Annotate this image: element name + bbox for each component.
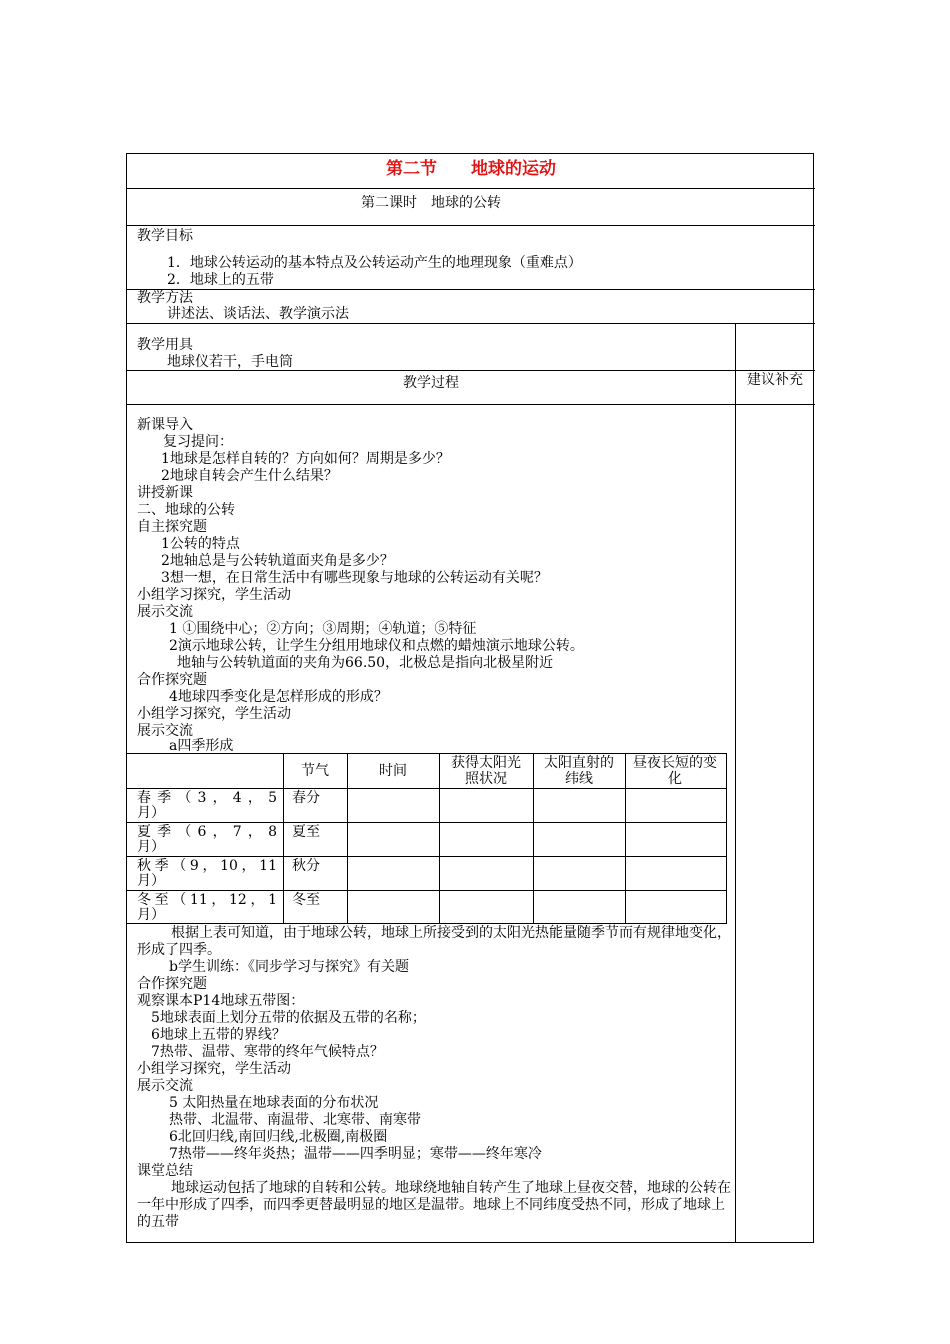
process-line: 合作探究题 xyxy=(137,672,207,688)
process-line: 5 太阳热量在地球表面的分布状况 xyxy=(169,1095,379,1111)
objective-item: 1．地球公转运动的基本特点及公转运动产生的地理现象（重难点） xyxy=(167,255,582,271)
table-row-line xyxy=(127,856,726,857)
table-col-line xyxy=(439,754,440,924)
season-label-end: 月） xyxy=(137,839,165,855)
divider xyxy=(127,225,815,226)
table-col-line xyxy=(283,754,284,924)
table-header: 节气 xyxy=(301,763,329,779)
season-label: 夏季（6，7，8 xyxy=(137,824,277,840)
objective-item: 2．地球上的五带 xyxy=(167,272,274,288)
column-divider xyxy=(735,323,736,1242)
table-col-line xyxy=(625,754,626,924)
process-line: b学生训练：《同步学习与探究》有关题 xyxy=(169,959,409,975)
season-label-end: 月） xyxy=(137,873,165,889)
table-row-line xyxy=(127,890,726,891)
process-line: 二、地球的公转 xyxy=(137,502,235,518)
process-line: 展示交流 xyxy=(137,1078,193,1094)
process-line: 小组学习探究，学生活动 xyxy=(137,1061,291,1077)
section-title: 第二节 地球的运动 xyxy=(386,159,556,179)
table-header: 时间 xyxy=(379,763,407,779)
season-label-end: 月） xyxy=(137,805,165,821)
table-header: 昼夜长短的变化 xyxy=(633,755,717,787)
season-label: 冬至（11，12，1 xyxy=(137,892,277,908)
process-line: 3想一想，在日常生活中有哪些现象与地球的公转运动有关呢？ xyxy=(161,570,548,586)
methods-value: 讲述法、谈话法、教学演示法 xyxy=(167,306,349,322)
table-row-line xyxy=(127,822,726,823)
table-header: 太阳直射的纬线 xyxy=(544,755,614,787)
process-line: 2地轴总是与公转轨道面夹角是多少？ xyxy=(161,553,394,569)
methods-label: 教学方法 xyxy=(137,290,193,306)
process-line: 4地球四季变化是怎样形成的形成？ xyxy=(169,689,388,705)
process-line: 合作探究题 xyxy=(137,976,207,992)
process-line: 新课导入 xyxy=(137,417,193,433)
table-col-line xyxy=(533,754,534,924)
process-line: 7热带——终年炎热；温带——四季明显；寒带——终年寒冷 xyxy=(169,1146,542,1162)
season-label: 春季（3，4，5 xyxy=(137,790,277,806)
process-line: 2地球自转会产生什么结果？ xyxy=(161,468,338,484)
divider xyxy=(127,188,815,189)
process-line: 课堂总结 xyxy=(137,1163,193,1179)
season-label: 秋季（9，10，11 xyxy=(137,858,277,874)
seasons-table xyxy=(127,753,727,924)
process-line: 2演示地球公转，让学生分组用地球仪和点燃的蜡烛演示地球公转。 xyxy=(169,638,584,654)
solar-term: 夏至 xyxy=(292,824,320,840)
process-line: 展示交流 xyxy=(137,723,193,739)
process-line: 1地球是怎样自转的？方向如何？周期是多少？ xyxy=(161,451,450,467)
suggest-header: 建议补充 xyxy=(747,372,803,388)
tools-label: 教学用具 xyxy=(137,337,193,353)
divider xyxy=(127,404,815,405)
divider xyxy=(127,323,815,324)
lesson-plan-table xyxy=(126,153,814,1243)
process-line: 复习提问： xyxy=(163,434,233,450)
season-label-end: 月） xyxy=(137,907,165,923)
process-line: 讲授新课 xyxy=(137,485,193,501)
process-line: 6北回归线,南回归线,北极圈,南极圈 xyxy=(169,1129,388,1145)
solar-term: 秋分 xyxy=(292,858,320,874)
table-col-line xyxy=(347,754,348,924)
table-conclusion: 根据上表可知道，由于地球公转，地球上所接受到的太阳光热能量随季节而有规律地变化，形成了四季。 xyxy=(137,925,731,958)
process-line: a四季形成 xyxy=(169,738,234,754)
lesson-summary: 地球运动包括了地球的自转和公转。地球绕地轴自转产生了地球上昼夜交替，地球的公转在一年中形成了四季，而四季更替最明显的地区是温带。地球上不同纬度受热不同，形成了地球上的五带 xyxy=(137,1180,731,1230)
process-line: 小组学习探究，学生活动 xyxy=(137,706,291,722)
lesson-subtitle: 第二课时 地球的公转 xyxy=(361,195,501,211)
process-line: 小组学习探究，学生活动 xyxy=(137,587,291,603)
process-line: 自主探究题 xyxy=(137,519,207,535)
process-line: 热带、北温带、南温带、北寒带、南寒带 xyxy=(169,1112,421,1128)
process-line: 观察课本P14地球五带图： xyxy=(137,993,305,1009)
solar-term: 冬至 xyxy=(292,892,320,908)
divider xyxy=(127,289,815,290)
objectives-label: 教学目标 xyxy=(137,228,193,244)
process-header: 教学过程 xyxy=(403,375,459,391)
divider xyxy=(127,370,815,371)
table-row-line xyxy=(127,788,726,789)
process-line: 6地球上五带的界线？ xyxy=(151,1027,286,1043)
table-header: 获得太阳光照状况 xyxy=(451,755,521,787)
solar-term: 春分 xyxy=(292,790,320,806)
process-line: 展示交流 xyxy=(137,604,193,620)
tools-value: 地球仪若干，手电筒 xyxy=(167,354,293,370)
process-line: 1 ①围绕中心；②方向；③周期；④轨道；⑤特征 xyxy=(169,621,477,637)
process-line: 7热带、温带、寒带的终年气候特点？ xyxy=(151,1044,384,1060)
process-line: 地轴与公转轨道面的夹角为66.50，北极总是指向北极星附近 xyxy=(177,655,554,671)
process-line: 1公转的特点 xyxy=(161,536,240,552)
process-line: 5地球表面上划分五带的依据及五带的名称； xyxy=(151,1010,426,1026)
